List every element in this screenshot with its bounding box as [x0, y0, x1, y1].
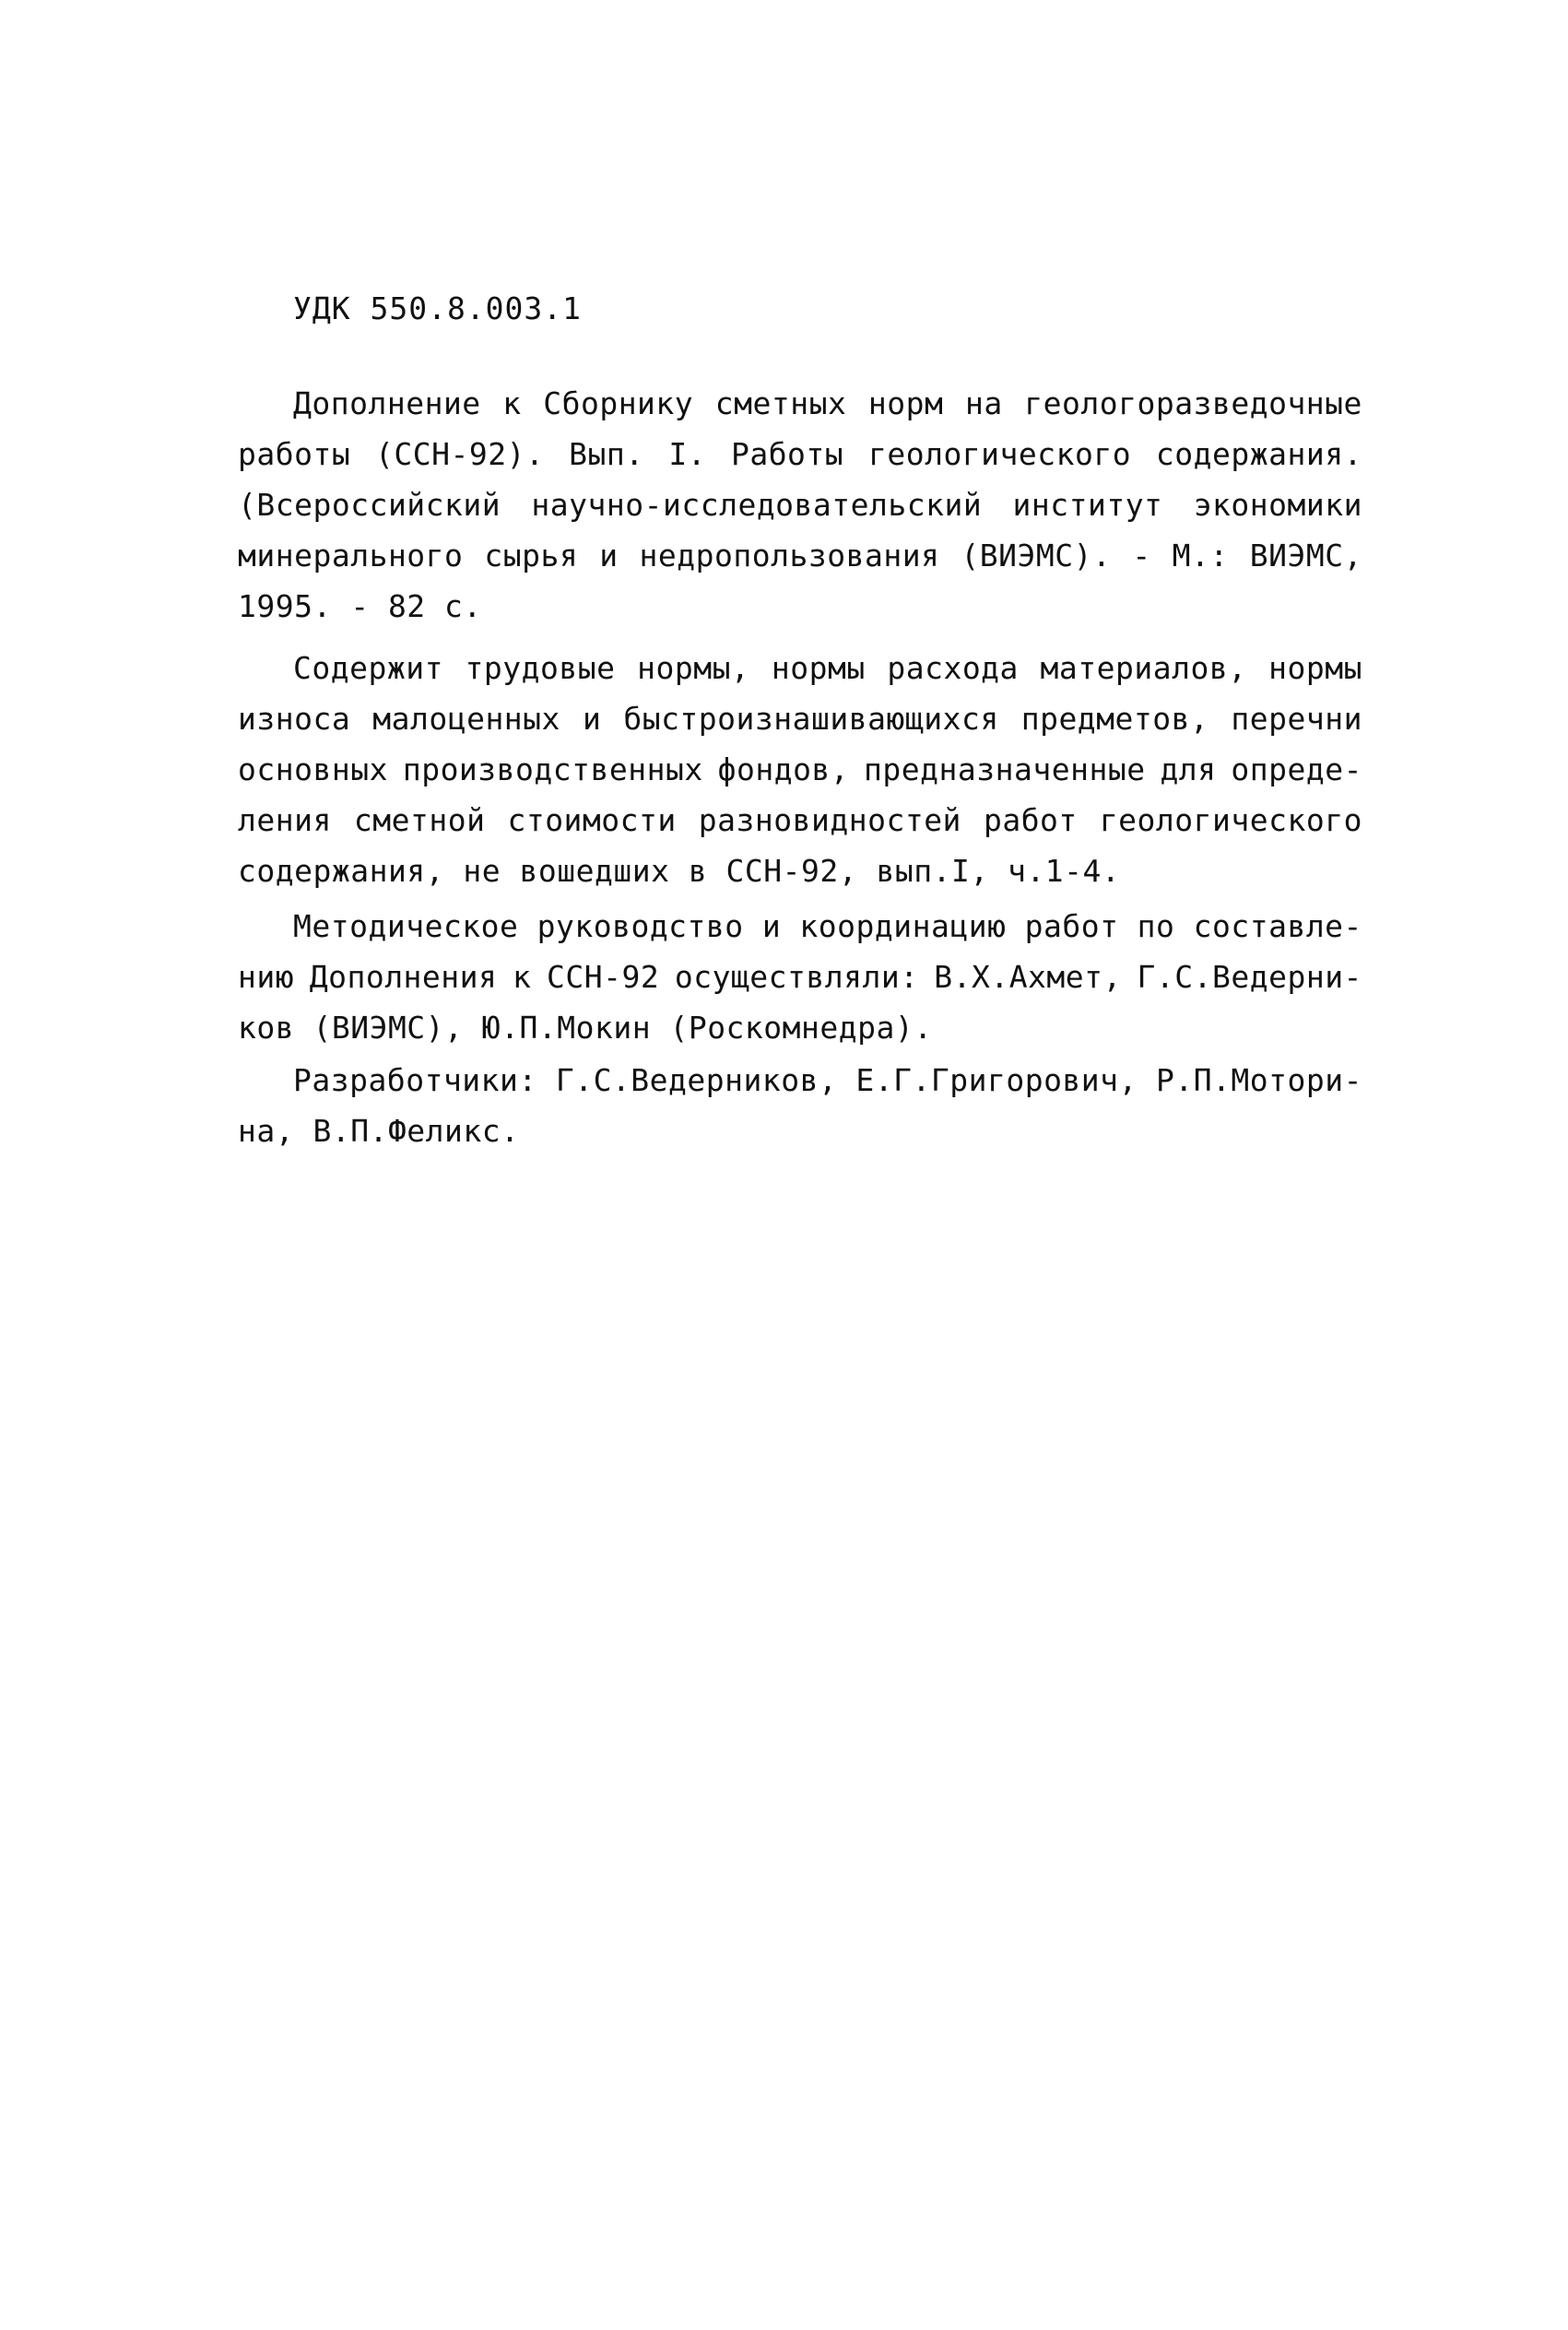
- paragraph-2-line: содержания, не вошедших в ССН-92, вып.I, ч.1-4.: [238, 853, 1121, 889]
- udk-code: УДК 550.8.003.1: [293, 290, 583, 326]
- paragraph-2-line: ления сметной стоимости разновидностей работ геологического: [238, 802, 1362, 838]
- paragraph-2-line: износа малоценных и быстроизнашивающихся предметов, перечни: [238, 701, 1362, 737]
- paragraph-1-line: Дополнение к Сборнику сметных норм на геологоразведочные: [293, 385, 1362, 421]
- paragraph-2-line: Содержит трудовые нормы, нормы расхода материалов, нормы: [293, 650, 1362, 686]
- paragraph-1-line: (Всероссийский научно-исследовательский институт экономики: [238, 487, 1362, 523]
- paragraph-3-line: Методическое руководство и координацию работ по составле-: [293, 908, 1362, 944]
- paragraph-2-line: основных производственных фондов, предназначенные для опреде-: [238, 751, 1362, 787]
- paragraph-1-line: работы (ССН-92). Вып. I. Работы геологического содержания.: [238, 436, 1362, 472]
- paragraph-3-line: ков (ВИЭМС), Ю.П.Мокин (Роскомнедра).: [238, 1010, 933, 1046]
- paragraph-3-line: нию Дополнения к ССН-92 осуществляли: В.Х.Ахмет, Г.С.Ведерни-: [238, 959, 1362, 995]
- paragraph-1-line: 1995. - 82 с.: [238, 588, 482, 624]
- paragraph-1-line: минерального сырья и недропользования (ВИЭМС). - М.: ВИЭМС,: [238, 538, 1362, 574]
- paragraph-4-line: на, В.П.Феликс.: [238, 1113, 520, 1149]
- paragraph-4-line: Разработчики: Г.С.Ведерников, Е.Г.Григорович, Р.П.Мотори-: [293, 1062, 1362, 1098]
